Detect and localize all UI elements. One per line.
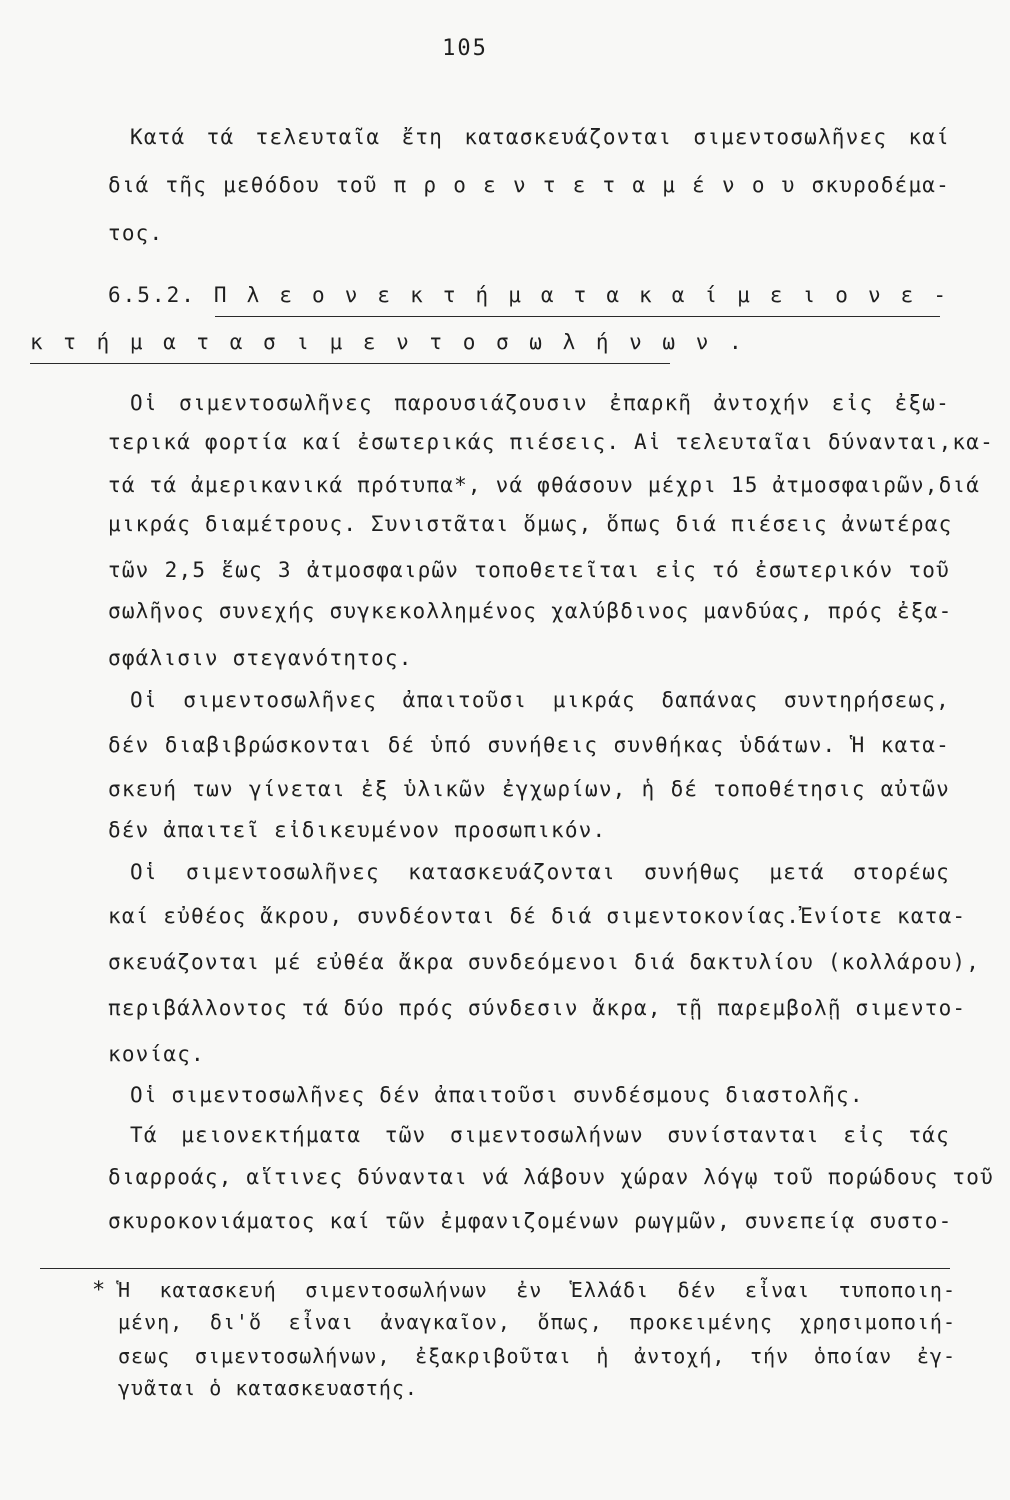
body-line-17: Οἱ σιμεντοσωλῆνες δέν ἀπαιτοῦσι συνδέσμους διαστολῆς.	[130, 1083, 864, 1107]
body-line-3: τά τά ἀμερικανικά πρότυπα*, νά φθάσουν μέχρι 15 ἀτμοσφαιρῶν,διά	[108, 473, 981, 497]
page-number: 105	[442, 36, 488, 61]
heading-underline-1	[215, 316, 940, 317]
body-line-12: Οἱ σιμεντοσωλῆνες κατασκευάζονται συνήθως μετά στορέως	[130, 860, 950, 884]
section-heading-line-2: κ τ ή μ α τ α σ ι μ ε ν τ ο σ ω λ ή ν ω ν .	[30, 330, 746, 354]
body-line-1: Οἱ σιμεντοσωλῆνες παρουσιάζουσιν ἐπαρκῆ ἀντοχήν εἰς ἐξω-	[130, 391, 950, 415]
footnote-marker: *	[92, 1278, 106, 1303]
intro-line-1: Κατά τά τελευταῖα ἔτη κατασκευάζονται σιμεντοσωλῆνες καί	[130, 125, 950, 149]
footnote-line-1: Ἡ κατασκευή σιμεντοσωλήνων ἐν Ἑλλάδι δέν εἶναι τυποποιη-	[118, 1278, 956, 1302]
body-line-13: καί εὐθέος ἄκρου, συνδέονται δέ διά σιμεντοκονίας.Ἐνίοτε κατα-	[108, 904, 967, 928]
body-line-4: μικράς διαμέτρους. Συνιστᾶται ὅμως, ὅπως διά πιέσεις ἀνωτέρας	[108, 512, 953, 536]
body-line-7: σφάλισιν στεγανότητος.	[108, 646, 413, 670]
body-line-20: σκυροκονιάματος καί τῶν ἐμφανιζομένων ρωγμῶν, συνεπείᾳ συστο-	[108, 1209, 953, 1233]
body-line-18: Τά μειονεκτήματα τῶν σιμεντοσωλήνων συνίστανται εἰς τάς	[130, 1123, 950, 1147]
body-line-15: περιβάλλοντος τά δύο πρός σύνδεσιν ἄκρα, τῇ παρεμβολῇ σιμεντο-	[108, 996, 967, 1020]
body-line-16: κονίας.	[108, 1042, 205, 1066]
section-heading-line-1: 6.5.2. Π λ ε ο ν ε κ τ ή μ α τ α κ α ί μ ε ι ο ν ε -	[108, 283, 948, 307]
footnote-line-3: σεως σιμεντοσωλήνων, ἐξακριβοῦται ἡ ἀντοχή, τήν ὁποίαν ἐγ-	[118, 1344, 956, 1368]
footnote-line-4: γυᾶται ὁ κατασκευαστής.	[118, 1376, 418, 1400]
body-line-5: τῶν 2,5 ἕως 3 ἀτμοσφαιρῶν τοποθετεῖται εἰς τό ἐσωτερικόν τοῦ	[108, 558, 950, 582]
body-line-10: σκευή των γίνεται ἐξ ὑλικῶν ἐγχωρίων, ἡ δέ τοποθέτησις αὐτῶν	[108, 777, 950, 801]
body-line-2: τερικά φορτία καί ἐσωτερικάς πιέσεις. Αἱ τελευταῖαι δύνανται,κα-	[108, 430, 994, 454]
body-line-6: σωλῆνος συνεχής συγκεκολλημένος χαλύβδινος μανδύας, πρός ἐξα-	[108, 599, 953, 623]
body-line-19: διαρροάς, αἵτινες δύνανται νά λάβουν χώραν λόγῳ τοῦ πορώδους τοῦ	[108, 1165, 994, 1189]
footnote-separator	[40, 1268, 950, 1269]
footnote-line-2: μένη, δι'ὅ εἶναι ἀναγκαῖον, ὅπως, προκειμένης χρησιμοποιή-	[118, 1310, 956, 1334]
heading-underline-2	[30, 363, 670, 364]
intro-line-3: τος.	[108, 221, 164, 245]
body-line-14: σκευάζονται μέ εὐθέα ἄκρα συνδεόμενοι διά δακτυλίου (κολλάρου),	[108, 950, 981, 974]
intro-line-2: διά τῆς μεθόδου τοῦ π ρ ο ε ν τ ε τ α μ έ ν ο υ σκυροδέμα-	[108, 173, 950, 197]
body-line-8: Οἱ σιμεντοσωλῆνες ἀπαιτοῦσι μικράς δαπάνας συντηρήσεως,	[130, 688, 950, 712]
body-line-11: δέν ἀπαιτεῖ εἰδικευμένον προσωπικόν.	[108, 818, 607, 842]
body-line-9: δέν διαβιβρώσκονται δέ ὑπό συνήθεις συνθήκας ὑδάτων. Ἡ κατα-	[108, 733, 950, 757]
